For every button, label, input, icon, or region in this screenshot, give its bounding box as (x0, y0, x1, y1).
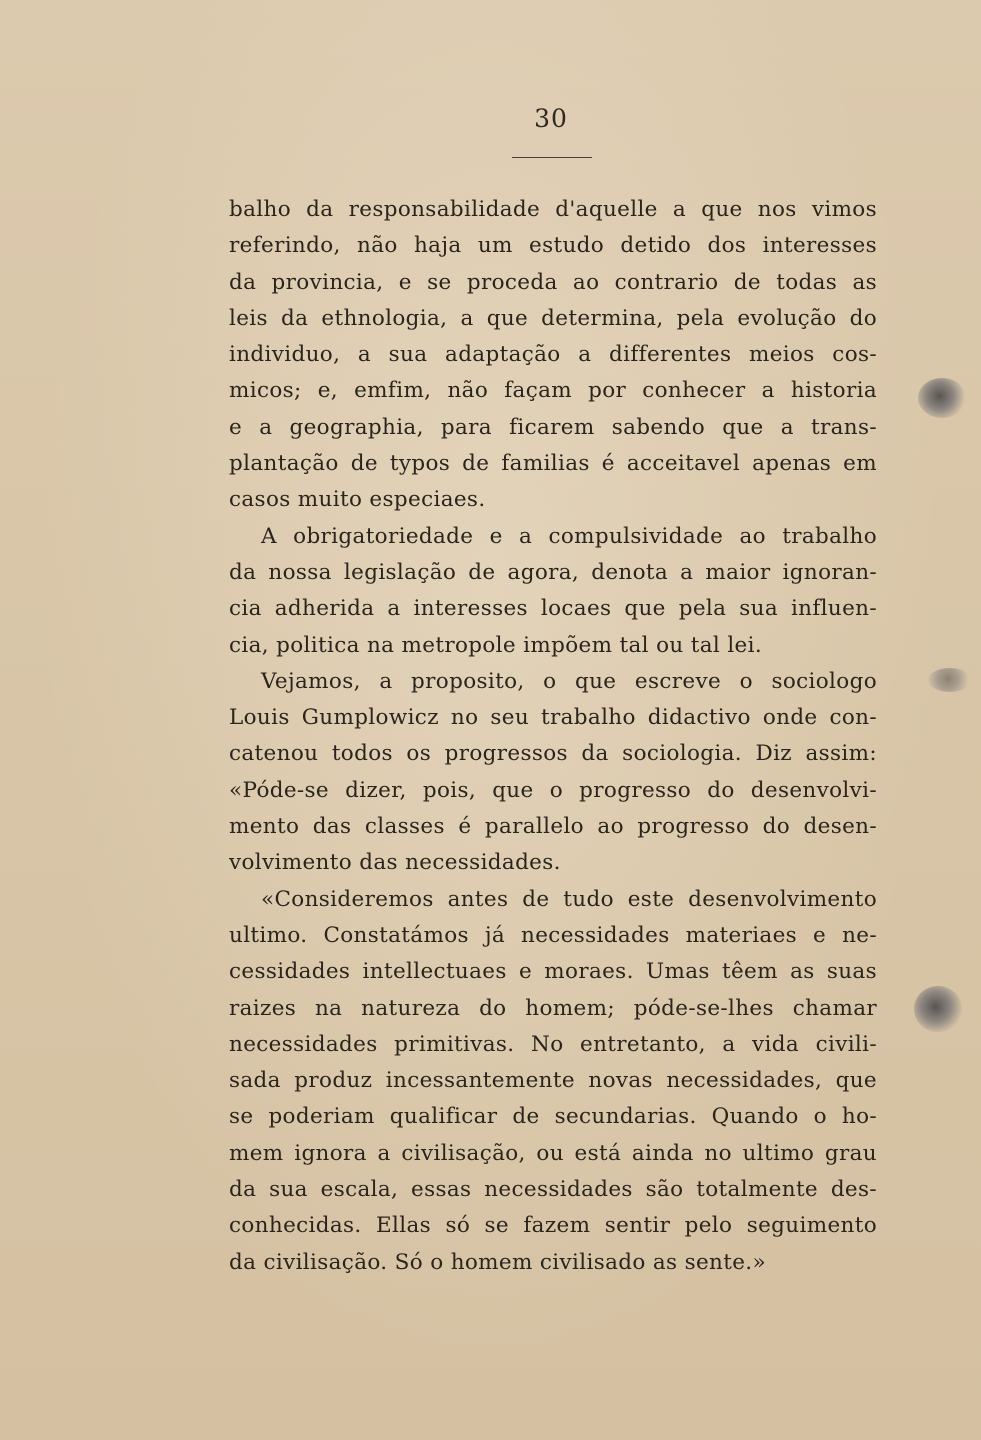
text-line: e a geographia, para ficarem sabendo que a trans- (229, 414, 877, 440)
text-line: mem ignora a civilisação, ou está ainda no ultimo grau (229, 1140, 877, 1166)
text-line: necessidades primitivas. No entretanto, a vida civili- (229, 1031, 877, 1057)
text-line: micos; e, emfim, não façam por conhecer a historia (229, 378, 877, 404)
text-line: referindo, não haja um estudo detido dos interesses (229, 233, 877, 259)
page-number: 30 (534, 104, 568, 133)
text-line: raizes na natureza do homem; póde-se-lhes chamar (229, 995, 877, 1021)
text-line: da civilisação. Só o homem civilisado as sente.» (229, 1249, 766, 1275)
text-line: cia, politica na metropole impõem tal ou tal lei. (229, 632, 763, 658)
text-line: Louis Gumplowicz no seu trabalho didactivo onde con- (229, 705, 877, 731)
text-line: casos muito especiaes. (229, 487, 486, 513)
text-line: mento das classes é parallelo ao progresso do desen- (229, 814, 877, 840)
text-line: conhecidas. Ellas só se fazem sentir pelo seguimento (229, 1213, 877, 1239)
text-line: sada produz incessantemente novas necessidades, que (229, 1068, 877, 1094)
text-line: cessidades intellectuaes e moraes. Umas têem as suas (229, 959, 877, 985)
binding-hole-mark (928, 668, 972, 692)
header-rule (512, 157, 592, 158)
text-line: balho da responsabilidade d'aquelle a que nos vimos (229, 197, 877, 222)
text-line: ultimo. Constatámos já necessidades materiaes e ne- (229, 922, 877, 948)
binding-hole-mark (918, 378, 966, 418)
text-line: cia adherida a interesses locaes que pela sua influen- (229, 596, 877, 622)
text-line: «Póde-se dizer, pois, que o progresso do desenvolvi- (229, 777, 877, 803)
body-text (229, 192, 877, 1281)
text-line: da provincia, e se proceda ao contrario de todas as (229, 269, 877, 295)
text-line: «Consideremos antes de tudo este desenvolvimento (261, 886, 877, 912)
binding-hole-mark (914, 986, 962, 1032)
text-line: da nossa legislação de agora, denota a maior ignoran- (229, 559, 877, 585)
text-line: individuo, a sua adaptação a differentes meios cos- (229, 342, 877, 368)
text-line: se poderiam qualificar de secundarias. Quando o ho- (229, 1104, 877, 1130)
text-line: volvimento das necessidades. (229, 850, 561, 876)
text-line: Vejamos, a proposito, o que escreve o sociologo (261, 668, 877, 694)
text-line: da sua escala, essas necessidades são totalmente des- (229, 1177, 877, 1203)
text-line: plantação de typos de familias é acceitavel apenas em (229, 451, 877, 477)
text-line: catenou todos os progressos da sociologia. Diz assim: (229, 741, 877, 767)
text-line: leis da ethnologia, a que determina, pela evolução do (229, 305, 877, 331)
text-line: A obrigatoriedade e a compulsividade ao trabalho (261, 523, 877, 549)
